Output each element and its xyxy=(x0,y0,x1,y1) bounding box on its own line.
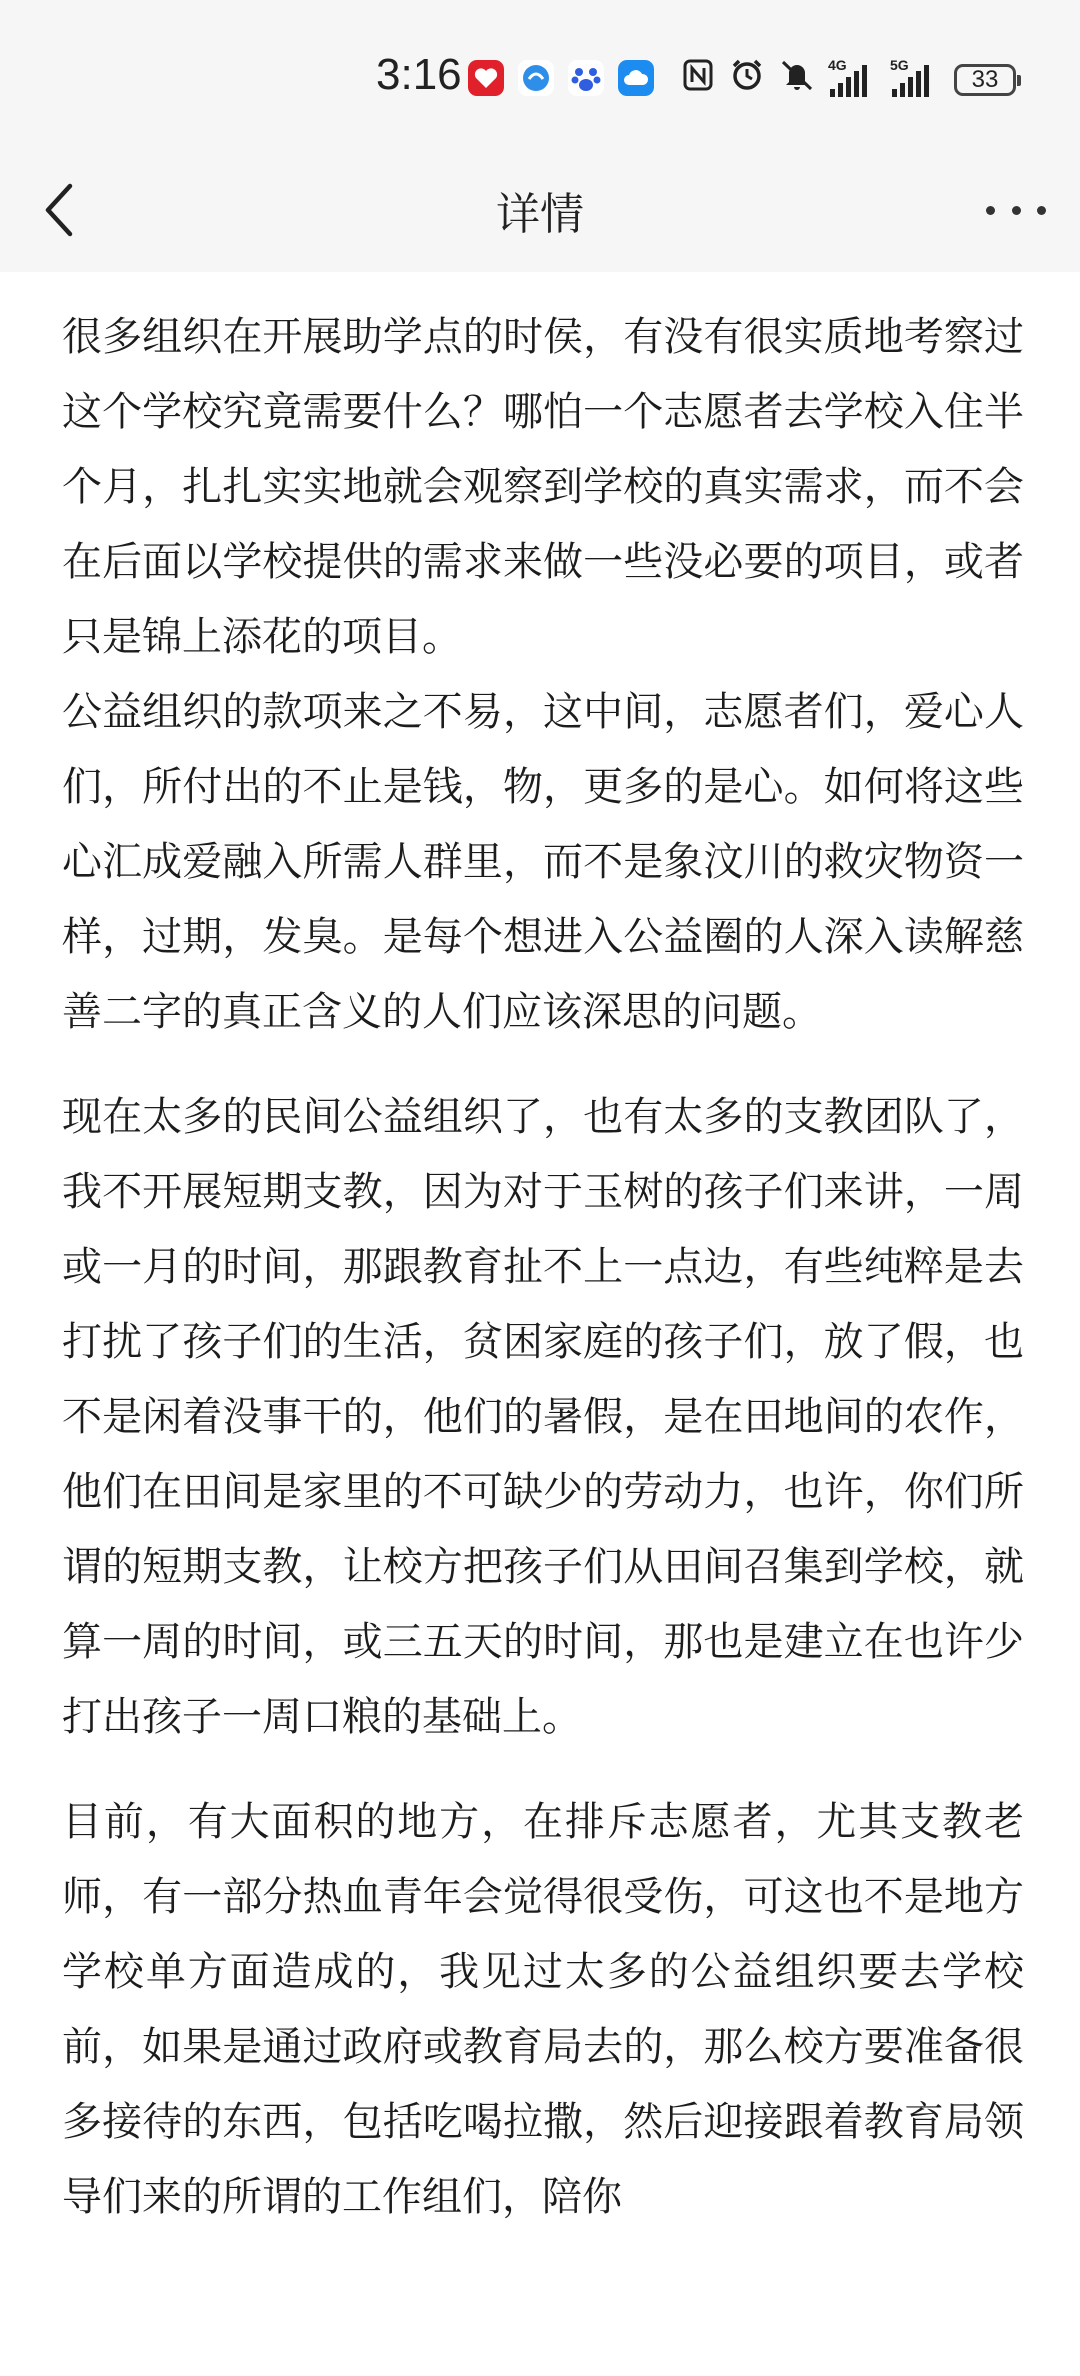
more-dot xyxy=(1012,206,1021,215)
alarm-icon xyxy=(730,58,764,103)
signal-4g-icon xyxy=(828,57,876,97)
more-horizontal-icon xyxy=(986,206,995,215)
network-type-label: 4G xyxy=(828,57,847,73)
app-blue-round-icon xyxy=(518,60,554,96)
article-paragraph: 很多组织在开展助学点的时侯，有没有很实质地考察过这个学校究竟需要什么？哪怕一个志愿者去学校入住半个月，扎扎实实地就会观察到学校的真实需求，而不会在后面以学校提供的需求来做一些没必要的项目，或者只是锦上添花的项目。 xyxy=(62,314,1024,660)
article-paragraph: 现在太多的民间公益组织了，也有太多的支教团队了，我不开展短期支教，因为对于玉树的孩子们来讲，一周或一月的时间，那跟教育扯不上一点边，有些纯粹是去打扰了孩子们的生活，贫困家庭的孩子们，放了假，也不是闲着没事干的，他们的暑假，是在田地间的农作，他们在田间是家里的不可缺少的劳动力，也许，你们所谓的短期支教，让校方把孩子们从田间召集到学校，就算一周的时间，或三五天的时间，那也是建立在也许少打出孩子一周口粮的基础上。 xyxy=(62,1094,1024,1740)
nfc-icon xyxy=(682,58,714,103)
baidu-paw-icon xyxy=(568,60,604,96)
title-bar xyxy=(0,150,1080,272)
more-button[interactable] xyxy=(986,180,1046,240)
signal-5g-icon xyxy=(890,57,938,97)
status-time: 3:16 xyxy=(376,50,462,99)
article-paragraph: 公益组织的款项来之不易，这中间，志愿者们，爱心人们，所付出的不止是钱，物，更多的是心。如何将这些心汇成爱融入所需人群里，而不是象汶川的救灾物资一样，过期，发臭。是每个想进入公益圈的人深入读解慈善二字的真正含义的人们应该深思的问题。 xyxy=(62,689,1024,1035)
article-paragraph: 目前，有大面积的地方，在排斥志愿者，尤其支教老师，有一部分热血青年会觉得很受伤，可这也不是地方学校单方面造成的，我见过太多的公益组织要去学校前，如果是通过政府或教育局去的，那么校方要准备很多接待的东西，包括吃喝拉撒，然后迎接跟着教育局领导们来的所谓的工作组们，陪你 xyxy=(62,1799,1024,2220)
status-bar xyxy=(0,0,1080,150)
page-title: 详情 xyxy=(496,189,584,240)
system-icons xyxy=(682,58,1016,102)
network-type-label: 5G xyxy=(890,57,909,73)
cloud-icon xyxy=(618,60,654,96)
mute-icon xyxy=(780,58,814,103)
article-body xyxy=(62,300,1024,2235)
app-red-icon xyxy=(468,60,504,96)
battery-level: 33 xyxy=(971,66,999,93)
notification-icons xyxy=(468,60,654,100)
more-dot xyxy=(1037,206,1046,215)
battery-icon xyxy=(954,64,1016,96)
